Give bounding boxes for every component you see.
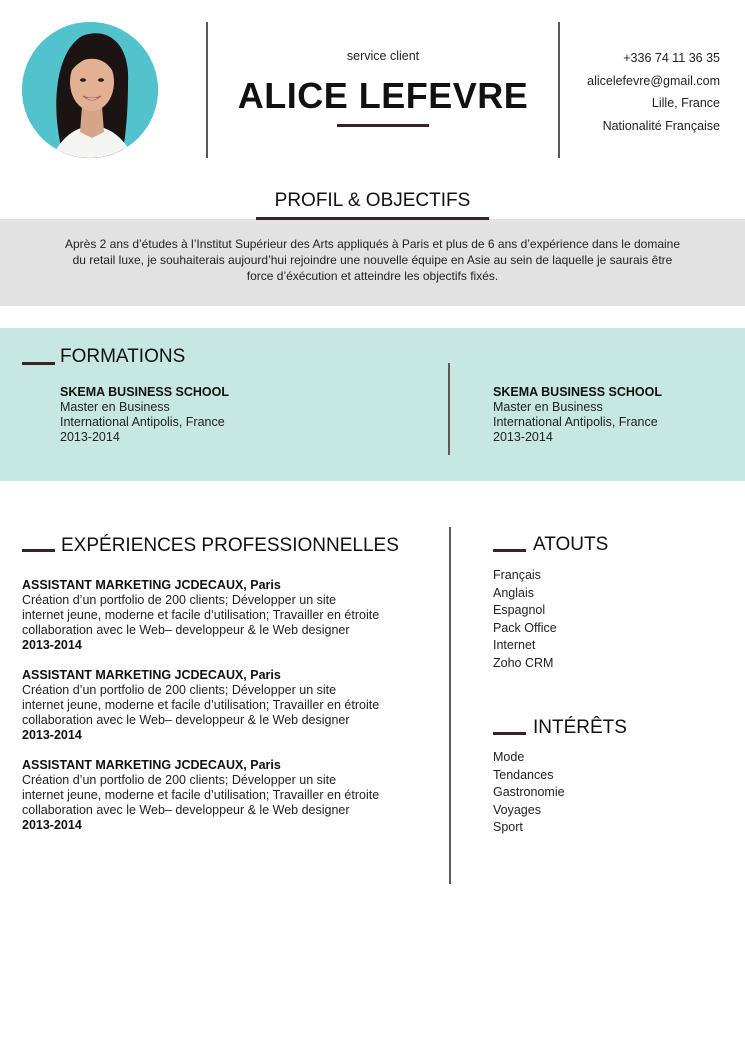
atout-item: Internet xyxy=(493,638,536,653)
experience-job: ASSISTANT MARKETING JCDECAUX, Paris xyxy=(22,758,281,772)
atouts-dash xyxy=(493,549,526,552)
experience-item xyxy=(22,578,402,653)
experience-years: 2013-2014 xyxy=(22,638,82,652)
profil-title: PROFIL & OBJECTIFS xyxy=(274,190,471,211)
formations-divider xyxy=(448,363,450,455)
formation-school: SKEMA BUSINESS SCHOOL xyxy=(493,385,663,399)
formation-degree: Master en Business xyxy=(493,400,603,414)
contact-phone: +336 74 11 36 35 xyxy=(623,51,720,65)
experience-job: ASSISTANT MARKETING JCDECAUX, Paris xyxy=(22,668,281,682)
interet-item: Tendances xyxy=(493,767,554,782)
atout-item: Zoho CRM xyxy=(493,655,554,670)
experience-line: internet jeune, moderne et facile d’utilisation; Travailler en étroite xyxy=(22,608,380,622)
experience-line: collaboration avec le Web– developpeur & le Web designer xyxy=(22,713,350,727)
profil-text xyxy=(50,236,695,284)
job-subtitle: service client xyxy=(346,49,420,63)
interet-item: Gastronomie xyxy=(493,785,565,800)
candidate-name: ALICE LEFEVRE xyxy=(237,75,529,116)
experience-line: Création d’un portfolio de 200 clients; Développer un site xyxy=(22,773,337,787)
formations-dash xyxy=(22,362,55,365)
experience-item xyxy=(22,758,402,833)
experience-job: ASSISTANT MARKETING JCDECAUX, Paris xyxy=(22,578,281,592)
experience-line: internet jeune, moderne et facile d’utilisation; Travailler en étroite xyxy=(22,788,380,802)
interets-dash xyxy=(493,732,526,735)
formation-years: 2013-2014 xyxy=(60,430,120,444)
contact-email: alicelefevre@gmail.com xyxy=(587,73,720,88)
profil-line: force d’éxécution et atteindre les objectifs fixés. xyxy=(246,269,499,283)
contact-block xyxy=(587,47,720,138)
atout-item: Anglais xyxy=(493,585,534,600)
experience-item xyxy=(22,668,402,743)
formations-title: FORMATIONS xyxy=(60,346,186,367)
formation-place: International Antipolis, France xyxy=(493,415,658,429)
formation-place: International Antipolis, France xyxy=(60,415,225,429)
portrait-illustration xyxy=(22,22,158,158)
atouts-list xyxy=(493,567,557,673)
profil-line: Après 2 ans d’études à l’Institut Supérieur des Arts appliqués à Paris et plus de 6 ans d’expérience dans le domaine xyxy=(64,237,681,251)
formation-school: SKEMA BUSINESS SCHOOL xyxy=(60,385,230,399)
formation-item xyxy=(60,385,229,445)
profil-underline xyxy=(256,217,489,220)
interet-item: Sport xyxy=(493,820,523,835)
experience-line: Création d’un portfolio de 200 clients; Développer un site xyxy=(22,683,337,697)
header-divider-right xyxy=(558,22,560,158)
atout-item: Espagnol xyxy=(493,603,546,618)
experience-years: 2013-2014 xyxy=(22,728,82,742)
experiences-title: EXPÉRIENCES PROFESSIONNELLES xyxy=(61,535,399,556)
experience-years: 2013-2014 xyxy=(22,818,82,832)
experience-line: Création d’un portfolio de 200 clients; Développer un site xyxy=(22,593,337,607)
atouts-title: ATOUTS xyxy=(533,534,609,555)
formation-item xyxy=(493,385,662,445)
contact-location: Lille, France xyxy=(651,96,720,111)
profil-line: du retail luxe, je souhaiterais aujourd’hui rejoindre une nouvelle équipe en Asie au sein de laquelle je saurais être xyxy=(72,253,673,267)
experience-line: collaboration avec le Web– developpeur & le Web designer xyxy=(22,803,350,817)
atout-item: Français xyxy=(493,568,541,582)
profile-photo xyxy=(22,22,158,158)
experiences-dash xyxy=(22,549,55,552)
atout-item: Pack Office xyxy=(493,620,557,635)
contact-nationality: Nationalité Française xyxy=(602,119,720,134)
interet-item: Voyages xyxy=(493,802,541,817)
formation-years: 2013-2014 xyxy=(493,430,553,444)
interet-item: Mode xyxy=(493,750,525,764)
experience-line: collaboration avec le Web– developpeur & le Web designer xyxy=(22,623,350,637)
experience-line: internet jeune, moderne et facile d’utilisation; Travailler en étroite xyxy=(22,698,380,712)
main-column-divider xyxy=(449,527,451,884)
interets-title: INTÉRÊTS xyxy=(533,717,627,738)
name-underline xyxy=(337,124,429,127)
interets-list xyxy=(493,749,565,837)
formation-degree: Master en Business xyxy=(60,400,170,414)
